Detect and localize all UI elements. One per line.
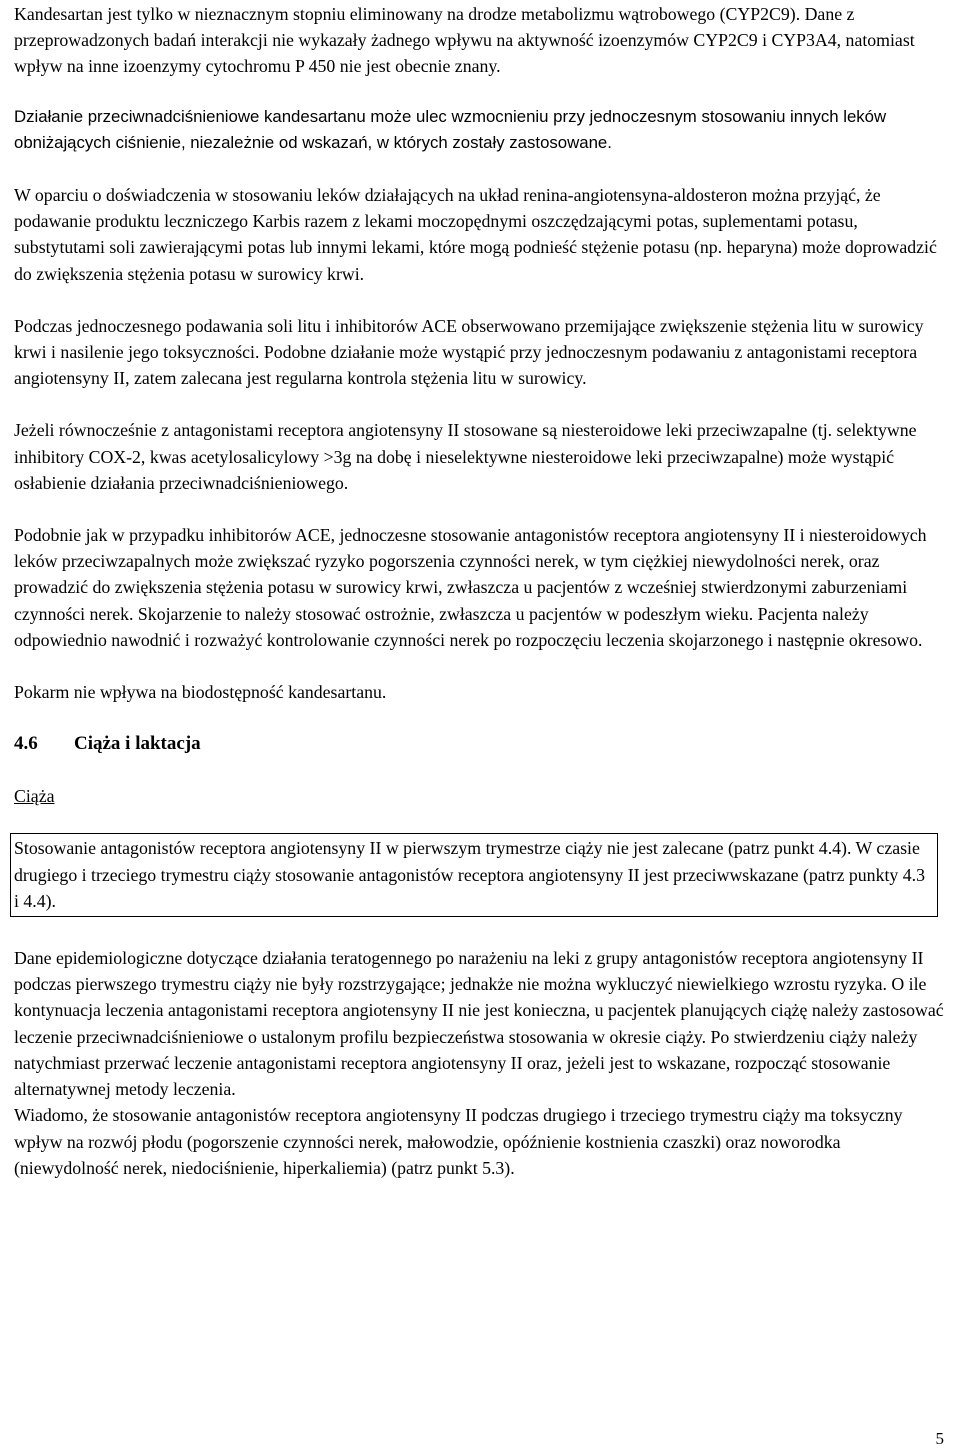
boxed-warning-text: Stosowanie antagonistów receptora angiotensyny II w pierwszym trymestrze ciąży nie jest zalecane (patrz punkt 4.4). W czasie drugiego i trzeciego trymestru ciąży stosowanie antagonistów receptora angiotensyny II jest przeciwwskazane (patrz punkty 4.3 i 4.4). [14,838,925,911]
paragraph-lithium: Podczas jednoczesnego podawania soli litu i inhibitorów ACE obserwowano przemijające zwiększenie stężenia litu w surowicy krwi i nasilenie jego toksyczności. Podobne działanie może wystąpić przy jednoczesnym podawaniu z antagonistami receptora angiotensyny II, zatem zalecana jest regularna kontrola stężenia litu w surowicy. [14,315,924,389]
paragraph-antihypertensive-effect: Działanie przeciwnadciśnieniowe kandesartanu może ulec wzmocnieniu przy jednoczesnym stosowaniu innych leków obniżających ciśnienie, niezależnie od wskazań, w których zostały zastosowane. [14,106,887,152]
paragraph-food: Pokarm nie wpływa na biodostępność kandesartanu. [14,682,387,703]
paragraph-potassium: W oparciu o doświadczenia w stosowaniu leków działających na układ renina-angiotensyna-aldosteron można przyjąć, że podawanie produktu leczniczego Karbis razem z lekami moczopędnymi oszczędzającymi potas, suplementami potasu, substytutami soli zawierającymi potas lub innymi lekami, które mogą podnieść stężenie potasu (np. heparyna) może doprowadzić do zwiększenia stężenia potasu w surowicy krwi. [14,185,937,284]
paragraph-renal-function: Podobnie jak w przypadku inhibitorów ACE, jednoczesne stosowanie antagonistów receptora angiotensyny II i niesteroidowych leków przeciwzapalnych może zwiększać ryzyko pogorszenia czynności nerek, w tym ciężkiej niewydolności nerek, oraz prowadzić do zwiększenia stężenia potasu w surowicy krwi, zwłaszcza u pacjentów z wcześniej stwierdzonymi zaburzeniami czynności nerek. Skojarzenie to należy stosować ostrożnie, zwłaszcza u pacjentów w podeszłym wieku. Pacjenta należy odpowiednio nawodnić i rozważyć kontrolowanie czynności nerek po rozpoczęciu leczenia skojarzonego i następnie okresowo. [14,525,927,650]
boxed-warning [10,833,938,917]
paragraph-nsaids: Jeżeli równocześnie z antagonistami receptora angiotensyny II stosowane są niesteroidowe leki przeciwzapalne (tj. selektywne inhibitory COX-2, kwas acetylosalicylowy >3g na dobę i nieselektywne niesteroidowe leki przeciwzapalne) może wystąpić osłabienie działania przeciwnadciśnieniowego. [14,420,917,493]
section-number: 4.6 [14,733,38,755]
paragraph-fetotoxicity: Wiadomo, że stosowanie antagonistów receptora angiotensyny II podczas drugiego i trzeciego trymestru ciąży ma toksyczny wpływ na rozwój płodu (pogorszenie czynności nerek, małowodzie, opóźnienie kostnienia czaszki) oraz noworodka (niewydolność nerek, niedociśnienie, hiperkaliemia) (patrz punkt 5.3). [14,1105,903,1178]
section-title: Ciąża i laktacja [74,733,201,755]
document-page [14,0,944,1181]
subsection-heading: Ciąża [14,786,55,807]
paragraph-metabolism: Kandesartan jest tylko w nieznacznym stopniu eliminowany na drodze metabolizmu wątrobowego (CYP2C9). Dane z przeprowadzonych badań interakcji nie wykazały żadnego wpływu na aktywność izoenzymów CYP2C9 i CYP3A4, natomiast wpływ na inne izoenzymy cytochromu P 450 nie jest obecnie znany. [14,4,915,77]
page-number: 5 [935,1429,944,1448]
paragraph-epidemiology: Dane epidemiologiczne dotyczące działania teratogennego po narażeniu na leki z grupy antagonistów receptora angiotensyny II podczas pierwszego trymestru ciąży nie były rozstrzygające; jednakże nie można wykluczyć niewielkiego wzrostu ryzyka. O ile kontynuacja leczenia antagonistami receptora angiotensyny II nie jest konieczna, u pacjentek planujących ciążę należy zastosować leczenie przeciwnadciśnieniowe o ustalonym profilu bezpieczeństwa stosowania w okresie ciąży. Po stwierdzeniu ciąży należy natychmiast przerwać leczenie antagonistami receptora angiotensyny II oraz, jeżeli jest to wskazane, rozpocząć stosowanie alternatywnej metody leczenia. [14,948,944,1100]
section-heading [14,731,944,757]
